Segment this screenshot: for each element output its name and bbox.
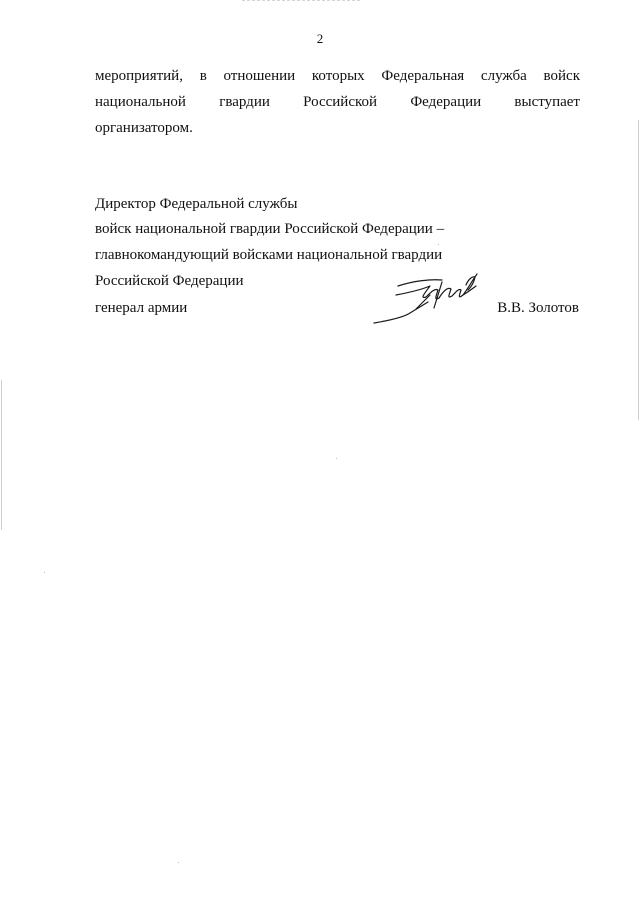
scan-edge-left bbox=[1, 380, 2, 530]
word: мероприятий, bbox=[95, 68, 183, 84]
signatory-name: В.В. Золотов bbox=[497, 300, 579, 316]
word: отношении bbox=[223, 68, 296, 84]
paragraph-line-3: организатором. bbox=[95, 120, 193, 136]
word: Федерации bbox=[410, 94, 482, 110]
scan-speck bbox=[178, 862, 179, 863]
word: которых bbox=[311, 68, 365, 84]
word: Российской bbox=[303, 94, 378, 110]
page-number: 2 bbox=[316, 31, 324, 46]
scan-artifact-top bbox=[242, 0, 360, 2]
word: в bbox=[199, 68, 207, 84]
handwritten-signature bbox=[368, 268, 492, 326]
word: национальной bbox=[95, 94, 186, 110]
scan-speck bbox=[438, 244, 439, 245]
word: выступает bbox=[514, 94, 580, 110]
paragraph-line-2 bbox=[95, 93, 580, 111]
signatory-title-line-4: Российской Федерации bbox=[95, 273, 244, 289]
signatory-title-line-1: Директор Федеральной службы bbox=[95, 196, 298, 212]
word: Федеральная bbox=[381, 68, 465, 84]
word: служба bbox=[480, 68, 527, 84]
scan-speck bbox=[44, 572, 45, 573]
signatory-rank: генерал армии bbox=[95, 300, 188, 316]
paragraph-line-1 bbox=[95, 67, 580, 85]
scan-speck bbox=[336, 458, 337, 459]
signatory-title-line-2: войск национальной гвардии Российской Федерации – bbox=[95, 221, 445, 237]
signatory-title-line-3: главнокомандующий войсками национальной гвардии bbox=[95, 247, 443, 263]
word: гвардии bbox=[219, 94, 270, 110]
scan-edge-right bbox=[638, 120, 639, 420]
word: войск bbox=[543, 68, 580, 84]
